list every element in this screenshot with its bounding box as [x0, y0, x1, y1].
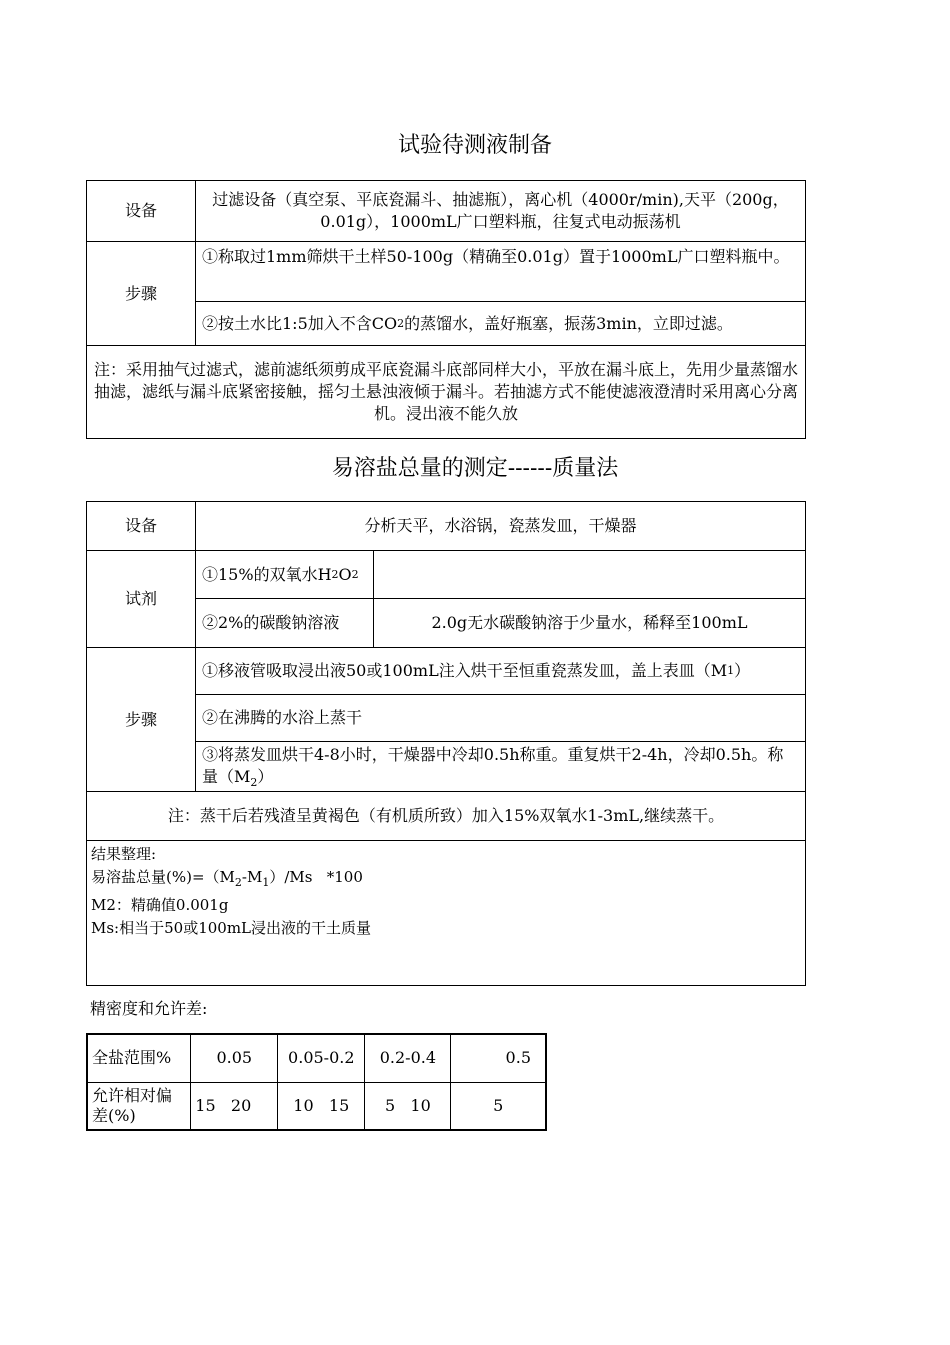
- formula-text-a: 易溶盐总量(%)=（M: [91, 868, 235, 886]
- salt-step3-text-b: ）: [257, 767, 274, 786]
- result-ms: Ms:相当于50或100mL浸出液的干土质量: [91, 919, 372, 937]
- salt-table: [86, 501, 806, 986]
- range-cell: 0.05: [191, 1034, 278, 1082]
- formula-sub1: 2: [234, 876, 242, 889]
- result-m2: M2：精确值0.001g: [91, 896, 229, 914]
- range-label: 全盐范围%: [87, 1034, 191, 1082]
- range-cell: 0.2-0.4: [365, 1034, 451, 1082]
- formula-text-b: ）/Ms *100: [269, 868, 363, 886]
- range-cell: 0.5: [451, 1034, 546, 1082]
- prep-step2-sub: 2: [397, 316, 405, 330]
- reagent1-text-mid: O: [338, 564, 352, 584]
- result-formula: [91, 866, 801, 894]
- salt-step3-sub: 2: [250, 776, 258, 789]
- formula-text-mid: -M: [241, 868, 263, 886]
- salt-step1-text-b: ）: [734, 661, 751, 680]
- prep-step2: [196, 302, 805, 346]
- salt-step1: [196, 648, 805, 695]
- salt-equip-text: 分析天平，水浴锅，瓷蒸发皿，干燥器: [196, 502, 805, 551]
- prep-step2-text-b: 的蒸馏水，盖好瓶塞，振荡3min，立即过滤。: [404, 313, 733, 333]
- salt-reagent2: ②2%的碳酸钠溶液: [196, 599, 374, 648]
- salt-step1-sub: 1: [727, 664, 735, 677]
- salt-reagent1: [196, 551, 374, 599]
- prep-steps-label: 步骤: [87, 242, 196, 346]
- precision-table: [86, 1033, 547, 1131]
- tolerance-cell: 5: [451, 1082, 546, 1130]
- reagent1-text-a: ①15%的双氧水H: [202, 564, 332, 584]
- section1-title: 试验待测液制备: [397, 133, 552, 158]
- result-block: [87, 841, 805, 985]
- prep-equip-text: 过滤设备（真空泵、平底瓷漏斗、抽滤瓶），离心机（4000r/min),天平（200g，0.01g），1000mL广口塑料瓶，往复式电动振荡机: [196, 181, 805, 242]
- salt-reagent-label: 试剂: [87, 551, 196, 648]
- salt-step3-text-a: ③将蒸发皿烘干4-8小时，干燥器中冷却0.5h称重。重复烘干2-4h，冷却0.5h。称量（M: [202, 745, 784, 786]
- salt-reagent2-desc: 2.0g无水碳酸钠溶于少量水，稀释至100mL: [374, 599, 805, 648]
- salt-reagent1-desc: [374, 551, 805, 599]
- precision-title: 精密度和允许差:: [90, 999, 208, 1018]
- range-cell: 0.05-0.2: [278, 1034, 365, 1082]
- section2-title: 易溶盐总量的测定------质量法: [331, 456, 619, 481]
- tolerance-cell: 15 20: [191, 1082, 278, 1130]
- prep-step2-text-a: ②按土水比1:5加入不含CO: [202, 313, 398, 333]
- salt-note: 注：蒸干后若残渣呈黄褐色（有机质所致）加入15%双氧水1-3mL,继续蒸干。: [87, 792, 805, 841]
- reagent1-sub2: 2: [351, 567, 359, 581]
- tolerance-label: 允许相对偏差(%): [87, 1082, 191, 1130]
- precision-row-tolerance: [87, 1082, 546, 1130]
- prep-step1: ①称取过1mm筛烘干土样50-100g（精确至0.01g）置于1000mL广口塑料瓶中。: [196, 242, 805, 302]
- salt-steps-label: 步骤: [87, 648, 196, 792]
- prep-equip-label: 设备: [87, 181, 196, 242]
- salt-step2: ②在沸腾的水浴上蒸干: [196, 695, 805, 742]
- precision-row-range: [87, 1034, 546, 1082]
- tolerance-cell: 5 10: [365, 1082, 451, 1130]
- salt-step3: [196, 742, 805, 792]
- prep-table: [86, 180, 806, 439]
- salt-equip-label: 设备: [87, 502, 196, 551]
- prep-note: 注：采用抽气过滤式，滤前滤纸须剪成平底瓷漏斗底部同样大小，平放在漏斗底上，先用少量蒸馏水抽滤，滤纸与漏斗底紧密接触，摇匀土悬浊液倾于漏斗。若抽滤方式不能使滤液澄清时采用离心分离机。浸出液不能久放: [93, 360, 798, 423]
- formula-sub2: 1: [262, 876, 270, 889]
- reagent1-sub1: 2: [331, 567, 339, 581]
- salt-step1-text-a: ①移液管吸取浸出液50或100mL注入烘干至恒重瓷蒸发皿，盖上表皿（M: [202, 661, 728, 680]
- result-title: 结果整理:: [91, 845, 157, 863]
- tolerance-cell: 10 15: [278, 1082, 365, 1130]
